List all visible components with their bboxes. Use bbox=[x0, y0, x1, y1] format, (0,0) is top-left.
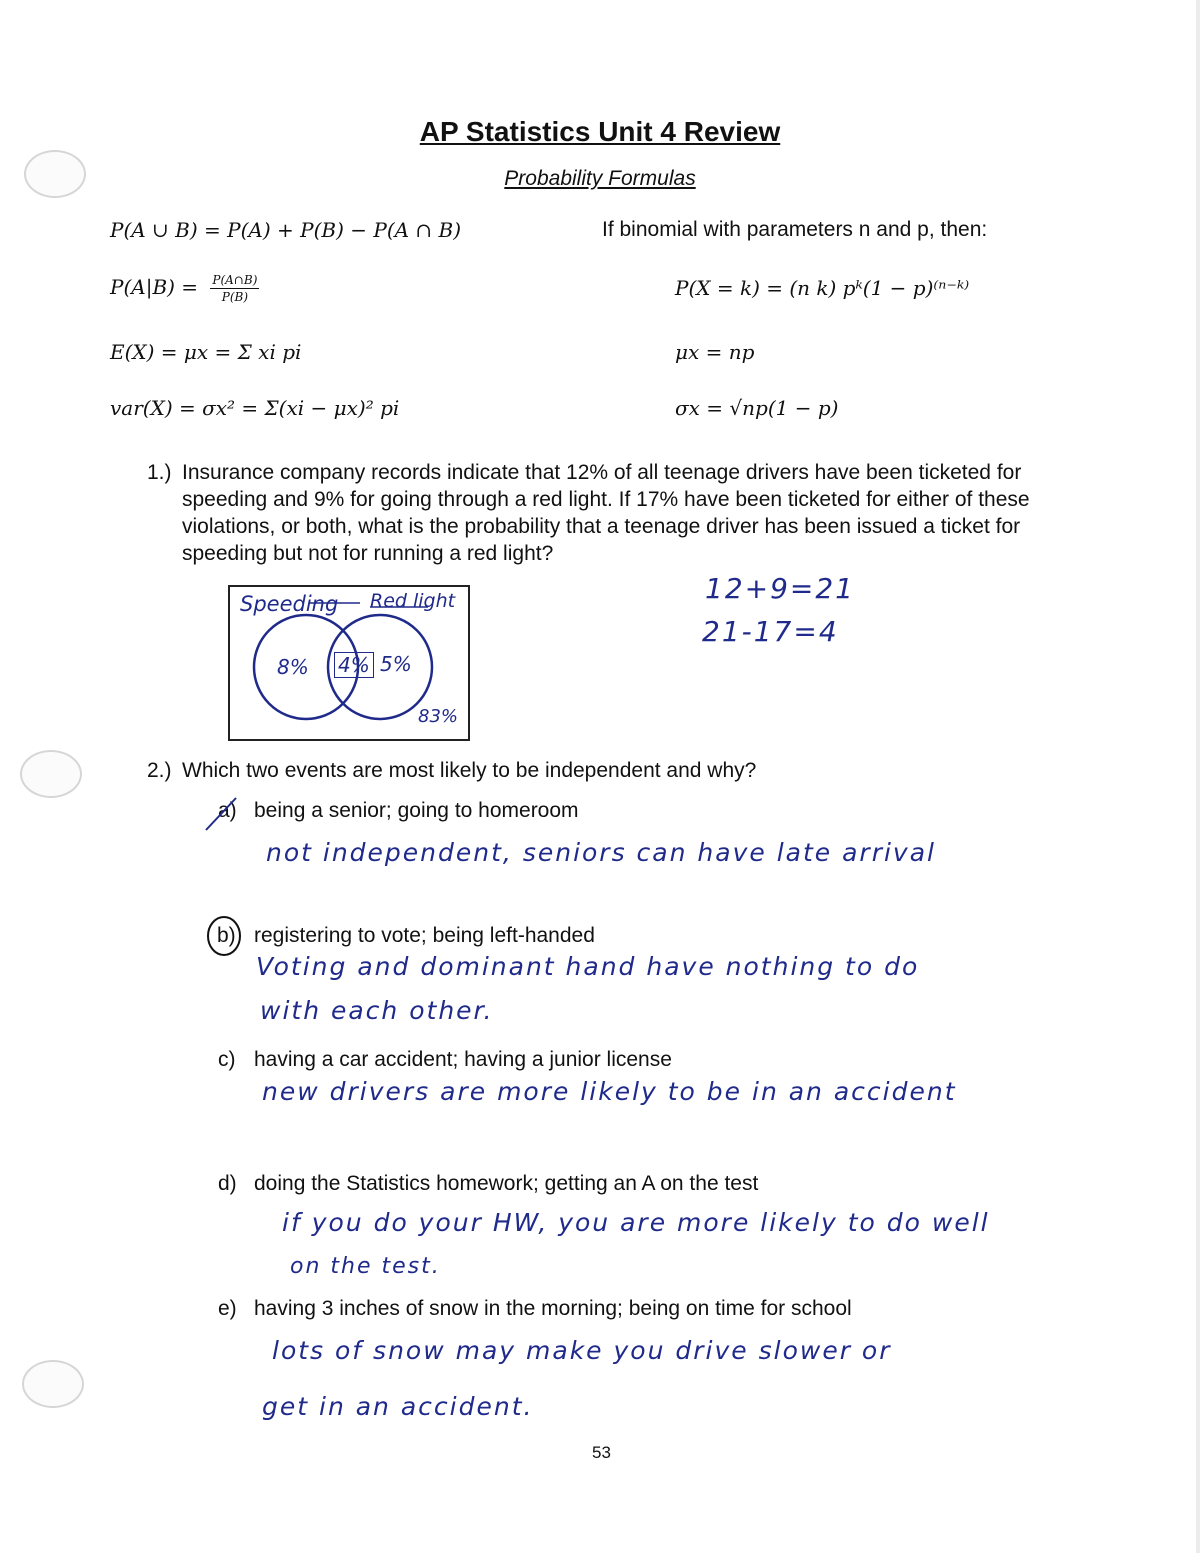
q2-number: 2.) bbox=[147, 759, 172, 782]
venn-value-only-speeding: 8% bbox=[277, 655, 309, 679]
q2-option-a-text: being a senior; going to homeroom bbox=[254, 799, 579, 822]
q2-option-d-answer-line1: if you do your HW, you are more likely to do well bbox=[282, 1208, 990, 1237]
q2-option-a-answer: not independent, seniors can have late arrival bbox=[266, 838, 936, 867]
q1-work-line1: 12+9=21 bbox=[705, 572, 855, 605]
formula-binomial-sd: σx = √np(1 − p) bbox=[675, 396, 839, 420]
venn-value-outside: 83% bbox=[418, 706, 459, 727]
q2-text: Which two events are most likely to be independent and why? bbox=[182, 759, 757, 782]
q2-option-e-answer-line2: get in an accident. bbox=[262, 1392, 534, 1421]
formula-expected-value: E(X) = μx = Σ xi pi bbox=[110, 340, 302, 364]
q2-option-b-answer-line1: Voting and dominant hand have nothing to do bbox=[256, 952, 920, 981]
formula-binomial-mean: μx = np bbox=[675, 340, 755, 364]
binomial-intro: If binomial with parameters n and p, then: bbox=[602, 218, 988, 241]
formula-conditional-numerator: P(A∩B) bbox=[212, 273, 258, 287]
q2-option-e-text: having 3 inches of snow in the morning; being on time for school bbox=[254, 1297, 852, 1320]
formula-variance: var(X) = σx² = Σ(xi − μx)² pi bbox=[110, 396, 400, 420]
q2-option-c-answer: new drivers are more likely to be in an accident bbox=[262, 1077, 957, 1106]
q1-text: Insurance company records indicate that 12% of all teenage drivers have been ticketed for speeding and 9% for going through a red light. If 17% have been ticketed for either of these violations, or both, what is the probability that a teenage driver has been issued a ticket for speeding but not for running a red light? bbox=[182, 461, 1030, 565]
venn-value-both: 4% bbox=[334, 652, 374, 678]
q2-option-c-text: having a car accident; having a junior license bbox=[254, 1048, 672, 1071]
formula-binomial-pmf: P(X = k) = (n k) pᵏ(1 − p)⁽ⁿ⁻ᵏ⁾ bbox=[675, 276, 970, 300]
q2-option-e-answer-line1: lots of snow may make you drive slower or bbox=[272, 1336, 892, 1365]
q2-option-b-letter: b) bbox=[217, 924, 236, 947]
scan-edge bbox=[1196, 0, 1200, 1553]
venn-label-speeding: Speeding bbox=[240, 592, 339, 616]
q1-number: 1.) bbox=[147, 461, 172, 484]
q2-option-b-answer-line2: with each other. bbox=[260, 996, 494, 1025]
q2-option-b-text: registering to vote; being left-handed bbox=[254, 924, 595, 947]
q2-option-d-answer-line2: on the test. bbox=[290, 1254, 441, 1279]
q2-option-d-letter: d) bbox=[218, 1172, 237, 1195]
q2-option-a-slash bbox=[200, 794, 240, 834]
formula-conditional bbox=[110, 272, 259, 305]
q1-work-line2: 21-17=4 bbox=[702, 615, 839, 648]
q2-option-b-circle bbox=[204, 914, 244, 958]
formula-conditional-fraction bbox=[210, 272, 259, 305]
q2-option-c-letter: c) bbox=[218, 1048, 236, 1071]
q2-option-d-text: doing the Statistics homework; getting an A on the test bbox=[254, 1172, 759, 1195]
page-number: 53 bbox=[592, 1443, 611, 1462]
page-subtitle: Probability Formulas bbox=[504, 167, 696, 190]
formula-conditional-lhs: P(A|B) = bbox=[110, 275, 199, 299]
formula-union: P(A ∪ B) = P(A) + P(B) − P(A ∩ B) bbox=[110, 218, 462, 242]
venn-value-only-red-light: 5% bbox=[380, 652, 412, 676]
q2-option-a-letter: a) bbox=[218, 799, 237, 822]
binder-hole-middle bbox=[20, 750, 82, 798]
q2-option-e-letter: e) bbox=[218, 1297, 237, 1320]
binder-hole-bottom bbox=[22, 1360, 84, 1408]
page-title: AP Statistics Unit 4 Review bbox=[419, 116, 781, 147]
formula-conditional-denominator: P(B) bbox=[221, 290, 249, 304]
venn-label-red-light: Red light bbox=[370, 590, 456, 612]
